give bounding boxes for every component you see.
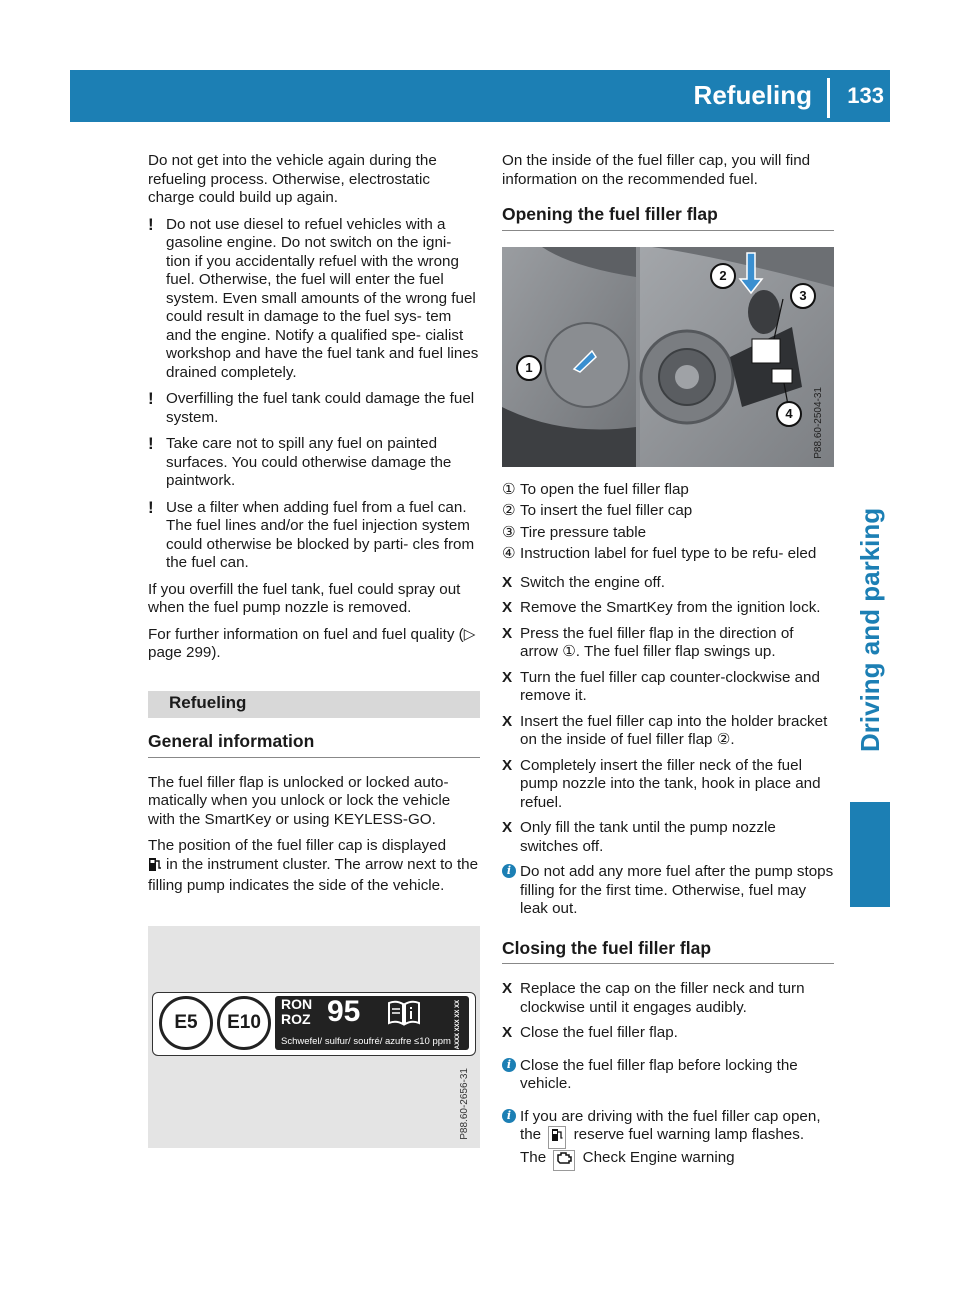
info-text: Do not add any more fuel after the pump stops filling for the first time. Otherwise, fuel may leak out. [520, 863, 834, 917]
step-arrow-icon: X [502, 712, 513, 730]
step-arrow-icon: X [502, 573, 513, 591]
overfill-paragraph: If you overfill the fuel tank, fuel could spray out when the fuel pump nozzle is removed. [148, 580, 461, 616]
callout-1: 1 [516, 355, 542, 381]
left-column [148, 152, 480, 1148]
step-arrow-icon: X [502, 599, 513, 616]
general-paragraph-1: The fuel filler flap is unlocked or locked auto- matically when you unlock or lock the vehicle with the SmartKey or using KEYLESS-GO. [148, 773, 451, 828]
header-divider [827, 78, 830, 118]
side-tab-label: Driving and parking [855, 507, 885, 752]
warning-text: Overfilling the fuel tank could damage the fuel system. [166, 390, 475, 426]
legend-item [502, 524, 834, 543]
legend-text: To open the fuel filler flap [520, 480, 689, 498]
warning-text: Use a filter when adding fuel from a fuel can. The fuel lines and/or the fuel injection system could otherwise be blocked by parti- cles from the fuel can. [166, 498, 475, 571]
octane-panel [275, 996, 469, 1050]
page-number: 133 [847, 83, 884, 108]
legend-text: Instruction label for fuel type to be refu- eled [520, 545, 817, 562]
step-item [502, 713, 834, 750]
info-text-a: If you are driving with the fuel filler cap open, the [520, 1107, 821, 1143]
right-column [502, 152, 834, 1179]
warning-item [148, 435, 480, 491]
page-header [70, 70, 890, 122]
step-arrow-icon: X [502, 624, 513, 642]
step-arrow-icon: X [502, 819, 513, 836]
warning-item [148, 390, 480, 427]
figure-code: P88.60-2504-31 [812, 386, 824, 459]
step-item [502, 669, 834, 706]
legend-number: ③ [502, 523, 516, 541]
fuel-pump-icon [148, 856, 162, 878]
info-note [502, 1108, 834, 1172]
step-item [502, 819, 834, 856]
step-item [502, 757, 834, 813]
step-item [502, 625, 834, 662]
heading-opening-flap: Opening the fuel filler flap [502, 205, 834, 231]
warning-icon: ! [148, 434, 154, 453]
legend-number: ① [502, 480, 516, 498]
step-item [502, 599, 834, 618]
side-tab-block [850, 802, 890, 907]
callout-4: 4 [776, 401, 802, 427]
callout-2: 2 [710, 263, 736, 289]
warning-icon: ! [148, 389, 154, 408]
step-item [502, 574, 834, 593]
info-icon: i [502, 1058, 516, 1072]
step-item [502, 1024, 834, 1043]
info-note [502, 863, 834, 919]
info-text: Close the fuel filler flap before locking the vehicle. [520, 1056, 798, 1092]
info-text-c: Check Engine warning [582, 1148, 735, 1166]
recommended-fuel-paragraph: On the inside of the fuel filler cap, you will find information on the recommended fuel. [502, 152, 811, 188]
step-arrow-icon: X [502, 1024, 513, 1041]
roz-label: ROZ [281, 1010, 311, 1027]
label-code: AXXX XXX XX XX [454, 999, 461, 1049]
step-arrow-icon: X [502, 756, 513, 774]
heading-closing-flap: Closing the fuel filler flap [502, 939, 834, 965]
fuel-type-label [152, 992, 476, 1056]
figure-code: P88.60-2656-31 [458, 1067, 470, 1140]
legend-item [502, 502, 834, 521]
sulfur-text: Schwefel/ sulfur/ soufré/ azufre ≤10 ppm [281, 1035, 451, 1047]
info-icon: i [502, 1109, 516, 1123]
warning-text: Take care not to spill any fuel on painted surfaces. You could otherwise damage the paintwork. [166, 435, 452, 489]
manual-book-icon [387, 1000, 421, 1032]
info-icon: i [502, 864, 516, 878]
callout-3: 3 [790, 283, 816, 309]
further-info-paragraph: For further information on fuel and fuel quality (▷ page 299). [148, 625, 476, 661]
step-text: Insert the fuel filler cap into the holder bracket on the inside of fuel filler flap ②. [520, 712, 828, 748]
fuel-label-figure [148, 926, 480, 1148]
legend-number: ② [502, 502, 516, 519]
step-arrow-icon: X [502, 980, 513, 997]
step-text: Switch the engine off. [520, 573, 665, 591]
general-paragraph-2-start: The position of the fuel filler cap is displayed [148, 837, 447, 854]
section-title: Refueling [148, 691, 480, 719]
step-text: Completely insert the filler neck of the fuel pump nozzle into the tank, hook in place and refuel. [520, 756, 821, 811]
general-paragraph-2 [148, 837, 480, 896]
fuel-flap-illustration [502, 247, 834, 467]
subheading-general-information: General information [148, 732, 480, 758]
reserve-fuel-icon [548, 1126, 566, 1149]
header-title: Refueling [693, 80, 812, 110]
info-text-b: reserve fuel warning lamp flashes. The [520, 1126, 805, 1166]
intro-paragraph: Do not get into the vehicle again during the refueling process. Otherwise, electrostatic charge could build up again. [148, 152, 437, 206]
step-text: Only fill the tank until the pump nozzle switches off. [520, 819, 776, 855]
octane-value: 95 [327, 994, 361, 1028]
warning-icon: ! [148, 497, 154, 517]
e5-badge: E5 [159, 996, 213, 1050]
step-text: Remove the SmartKey from the ignition lock. [520, 599, 821, 616]
info-note [502, 1057, 834, 1094]
step-text: Turn the fuel filler cap counter-clockwise and remove it. [520, 668, 820, 704]
warning-icon: ! [148, 214, 154, 234]
step-text: Replace the cap on the filler neck and turn clockwise until it engages audibly. [520, 980, 805, 1016]
fuel-flap-figure [502, 247, 834, 467]
legend-item [502, 545, 834, 564]
warning-item [148, 499, 480, 573]
warning-text: Do not use diesel to refuel vehicles with a gasoline engine. Do not switch on the igni- tion if you accidentally refuel with the wrong fuel. Otherwise, the fuel will enter the fuel system. Even small amounts of the wrong fuel could result in damage to the fuel sys- tem and the engine. Notify a qualified spe- cialist workshop and have the fuel tank and fuel lines drained completely. [166, 215, 479, 381]
legend-number: ④ [502, 545, 516, 562]
legend-text: Tire pressure table [520, 523, 647, 541]
ron-label: RON [281, 995, 313, 1012]
e10-badge: E10 [217, 996, 271, 1050]
side-tab [850, 122, 890, 882]
step-arrow-icon: X [502, 668, 513, 686]
general-paragraph-2-end: in the instrument cluster. The arrow next to the filling pump indicates the side of the vehicle. [148, 855, 479, 894]
check-engine-icon [553, 1150, 575, 1172]
step-text: Press the fuel filler flap in the direction of arrow ①. The fuel filler flap swings up. [520, 624, 794, 660]
step-text: Close the fuel filler flap. [520, 1024, 678, 1041]
legend-item [502, 481, 834, 500]
warning-item [148, 216, 480, 383]
step-item [502, 980, 834, 1017]
legend-text: To insert the fuel filler cap [520, 502, 693, 519]
